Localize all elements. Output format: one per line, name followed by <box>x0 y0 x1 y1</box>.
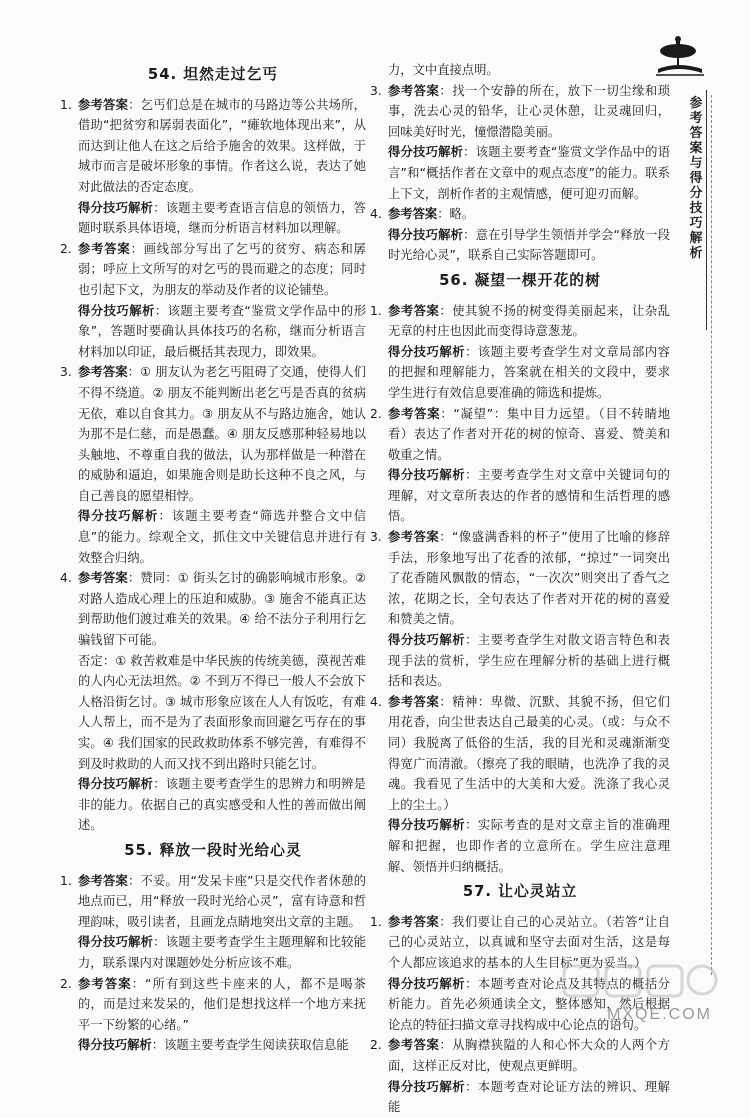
side-tab-rule <box>706 90 707 330</box>
skill-text: ：该题主要考查学生主题理解和比较能力，联系课内对课题妙处分析应该不难。 <box>78 935 366 970</box>
answer-label: 参考答案 <box>78 97 129 112</box>
item-number: 2. <box>60 241 72 256</box>
watermark-text: MXQE.COM <box>607 1006 712 1023</box>
skill-text: ：意在引导学生领悟并学会“释放一段时光给心灵”，联系自己实际答题即可。 <box>388 227 670 263</box>
skill-label: 得分技巧解析 <box>388 468 466 483</box>
answer-text: ：① 朋友认为老乞丐阻碍了交通，使得人们不得不绕道。② 朋友不能判断出老乞丐是否真的贫病无依，难以自食其力。③ 朋友从不与路边施舍，她认为那不是仁慈，而是愚蠢。④ 朋友反感那种轻易地以头触地、不尊重自我的做法，认为那样做是一种潜在的威胁和逼迫，如果施舍则是助长这种不良之风，与自己善良的愿望相悖。 <box>78 365 366 503</box>
right-margin-dashes <box>711 95 712 975</box>
answer-text: ：略。 <box>437 207 475 222</box>
answer-item-55-1 <box>60 871 366 974</box>
answer-label: 参考答案 <box>388 207 438 222</box>
item-number: 3. <box>370 83 382 98</box>
answer-item-54-3 <box>60 362 366 568</box>
skill-label: 得分技巧解析 <box>78 509 159 524</box>
answer-label: 参考答案 <box>78 241 131 256</box>
answer-item-55-2 <box>60 974 366 1056</box>
watermark-logo <box>560 960 720 1008</box>
answer-label: 参考答案 <box>388 530 440 545</box>
side-tab-label: 参考答案与得分技巧解析 <box>689 96 703 261</box>
skill-label: 得分技巧解析 <box>78 1038 152 1053</box>
answer-text: ：画线部分写出了乞丐的贫穷、病态和孱弱；呼应上文所写的对乞丐的畏而避之的态度；同时也引起下文，为朋友的举动及作者的议论铺垫。 <box>78 241 366 297</box>
skill-label: 得分技巧解析 <box>388 227 464 242</box>
skill-text: ：主要考查学生对散文语言特色和表现手法的赏析，学生应在理解分析的基础上进行概括和表达。 <box>388 633 670 689</box>
item-number: 2. <box>60 976 72 991</box>
answer-label: 参考答案 <box>78 976 132 991</box>
answer-text: ：精神：卑微、沉默、其貌不扬，但它们用花香，向尘世表达自己最美的心灵。（或：与众不同）我脱离了低俗的生活，我的目光和灵魂渐渐变得宽广而清澈。（擦亮了我的眼睛，也洗净了我的灵魂。我看见了生活中的大美和大爱。洗涤了我心灵上的尘土。） <box>388 694 670 812</box>
answer-text: ：“凝望”：集中目力远望。（目不转睛地看）表达了作者对开花的树的惊奇、喜爱、赞美和敬重之情。 <box>388 406 670 462</box>
skill-label: 得分技巧解析 <box>388 344 466 359</box>
answer-text: ：找一个安静的所在，放下一切尘缘和琐事，洗去心灵的铅华，让心灵休憩，让灵魂回归，回味美好时光，憧憬潜隐美丽。 <box>388 83 670 139</box>
skill-text: ：该题主要考查学生阅读获取信息能 <box>151 1038 349 1053</box>
answer-label: 参考答案 <box>388 303 440 318</box>
item-number: 2. <box>370 1038 382 1053</box>
skill-label: 得分技巧解析 <box>388 976 466 991</box>
answer-label: 参考答案 <box>388 406 441 421</box>
skill-label: 得分技巧解析 <box>78 777 154 792</box>
answer-text: ：赞同：① 街头乞讨的确影响城市形象。② 对路人造成心理上的压迫和威胁。③ 施舍不能真正达到帮助他们渡过难关的效果。④ 给不法分子利用行乞骗钱留下可能。 <box>78 571 366 648</box>
answer-item-54-4 <box>60 568 366 836</box>
section-title-56: 56. 凝望一棵开花的树 <box>439 271 601 289</box>
item-number: 4. <box>370 207 382 222</box>
negative-view-text: 否定：① 救苦救难是中华民族的传统美德，漠视苦难的人内心无法坦然。② 不到万不得已一般人不会放下人格沿街乞讨。③ 城市形象应该在人人有饭吃，有难人人帮上，而不是为了表面形象而回避乞丐存在的事实。④ 我们国家的民政救助体系不够完善，有难得不到及时救助的人而又找不到出路时只能乞讨。 <box>78 653 366 771</box>
skill-label: 得分技巧解析 <box>78 303 155 318</box>
answer-item-54-2 <box>60 239 366 363</box>
answer-text: ：乞丐们总是在城市的马路边等公共场所，借助“把贫穷和孱弱表面化”，“瘫软地体现出来”，从而达到让他人在这之后给予施舍的效果。这样做，于城市而言是破坏形象的事情。作者这么说，表达了她对此做法的否定态度。 <box>78 97 366 194</box>
answer-label: 参考答案 <box>78 873 129 888</box>
answer-item-54-1 <box>60 95 366 239</box>
answer-item-55-4 <box>370 204 670 266</box>
answer-text: ：“像盛满香料的杯子”使用了比喻的修辞手法，形象地写出了花香的浓郁，“掠过”一词突出了花香随风飘散的情态，“一次次”则突出了香气之浓，花期之长，全句表达了作者对开花的树的喜爱和赞美之情。 <box>388 530 670 627</box>
skill-text: ：该题主要考查“筛选并整合文中信息”的能力。综观全文，抓住文中关键信息并进行有效整合归纳。 <box>78 509 366 565</box>
answer-item-56-4 <box>370 692 670 877</box>
item-number: 3. <box>60 365 72 380</box>
answer-item-57-2 <box>370 1035 670 1117</box>
section-title-57: 57. 让心灵站立 <box>462 883 578 901</box>
answer-label: 参考答案 <box>388 694 440 709</box>
answer-item-56-2 <box>370 404 670 528</box>
item-number: 1. <box>60 873 72 888</box>
left-column <box>60 60 366 1056</box>
skill-label: 得分技巧解析 <box>388 145 464 160</box>
skill-text: ：该题主要考查学生的思辨力和明辨是非的能力。依据自己的真实感受和人性的善而做出阐述。 <box>78 777 366 833</box>
section-title-54: 54. 坦然走过乞丐 <box>147 66 279 83</box>
skill-label: 得分技巧解析 <box>388 818 466 833</box>
answer-label: 参考答案 <box>388 1038 440 1053</box>
item-number: 1. <box>370 303 382 318</box>
item-number: 1. <box>60 97 72 112</box>
answer-label: 参考答案 <box>78 365 128 380</box>
answer-text: ：我们要让自己的心灵站立。（若答“让自己的心灵站立，以真诚和坚守去面对生活，这是每个人都应该追求的基本的人生目标”更为妥当。） <box>388 914 670 970</box>
answer-text: ：从胸襟狭隘的人和心怀大众的人两个方面，这样正反对比，使观点更鲜明。 <box>388 1038 670 1073</box>
section-title-55: 55. 释放一段时光给心灵 <box>124 841 302 859</box>
answer-label: 参考答案 <box>388 914 440 929</box>
skill-text: ：本题考查对论证方法的辨识、理解能 <box>388 1079 670 1115</box>
skill-label: 得分技巧解析 <box>388 1079 466 1094</box>
item-number: 2. <box>370 406 382 421</box>
continued-text: 力，文中直接点明。 <box>388 63 499 77</box>
skill-text: ：该题主要考查语言信息的领悟力，答题时联系具体语境，继而分析语言材料加以理解。 <box>78 200 366 236</box>
skill-label: 得分技巧解析 <box>78 935 154 950</box>
item-number: 1. <box>370 914 382 929</box>
skill-label: 得分技巧解析 <box>78 200 154 215</box>
skill-text: ：本题考查对论点及其特点的概括分析能力。首先必须通读全文，整体感知，然后根据论点的特征扫描文章寻找构成中心论点的语句。 <box>388 976 670 1032</box>
skill-text: ：该题主要考查学生对文章局部内容的把握和理解能力，答案就在相关的文段中，要求学生进行有效信息要准确的筛选和提炼。 <box>388 344 670 400</box>
answer-item-56-3 <box>370 527 670 692</box>
skill-text: ：该题主要考查“鉴赏文学作品中的语言”和“概括作者在文章中的观点态度”的能力。联系上下文，剖析作者的主观情感，便可迎刃而解。 <box>388 145 670 201</box>
answer-label: 参考答案 <box>388 83 440 98</box>
skill-text: ：该题主要考查“鉴赏文学作品中的形象”，答题时要确认具体技巧的名称，继而分析语言材料加以印证，最后概括其表现力，即效果。 <box>78 303 366 359</box>
answer-item-55-3 <box>370 81 670 205</box>
answer-text: ：不妥。用“发呆卡座”只是交代作者休憩的地点而已，用“释放一段时光给心灵”，富有诗意和哲理韵味，吸引读者，且画龙点睛地突出文章的主题。 <box>78 873 366 929</box>
skill-label: 得分技巧解析 <box>388 633 466 648</box>
skill-text: ：主要考查学生对文章中关键词句的理解，对文章所表达的作者的感情和生活哲理的感悟。 <box>388 468 670 524</box>
item-number: 4. <box>60 571 72 586</box>
answer-text: ：使其貌不扬的树变得美丽起来，让杂乱无章的村庄也因此而变得诗意葱茏。 <box>388 303 670 339</box>
skill-text: ：实际考查的是对文章主旨的准确理解和把握，也即作者的立意所在。学生应注意理解、领悟并归纳概括。 <box>388 818 670 874</box>
item-number: 3. <box>370 530 382 545</box>
answer-label: 参考答案 <box>78 571 128 586</box>
answer-item-56-1 <box>370 301 670 404</box>
answer-text: ：“所有到这些卡座来的人，都不是喝茶的，而是过来发呆的，他们是想找这样一个地方来抚平一下纷繁的心绪。” <box>78 976 366 1032</box>
item-number: 4. <box>370 694 382 709</box>
